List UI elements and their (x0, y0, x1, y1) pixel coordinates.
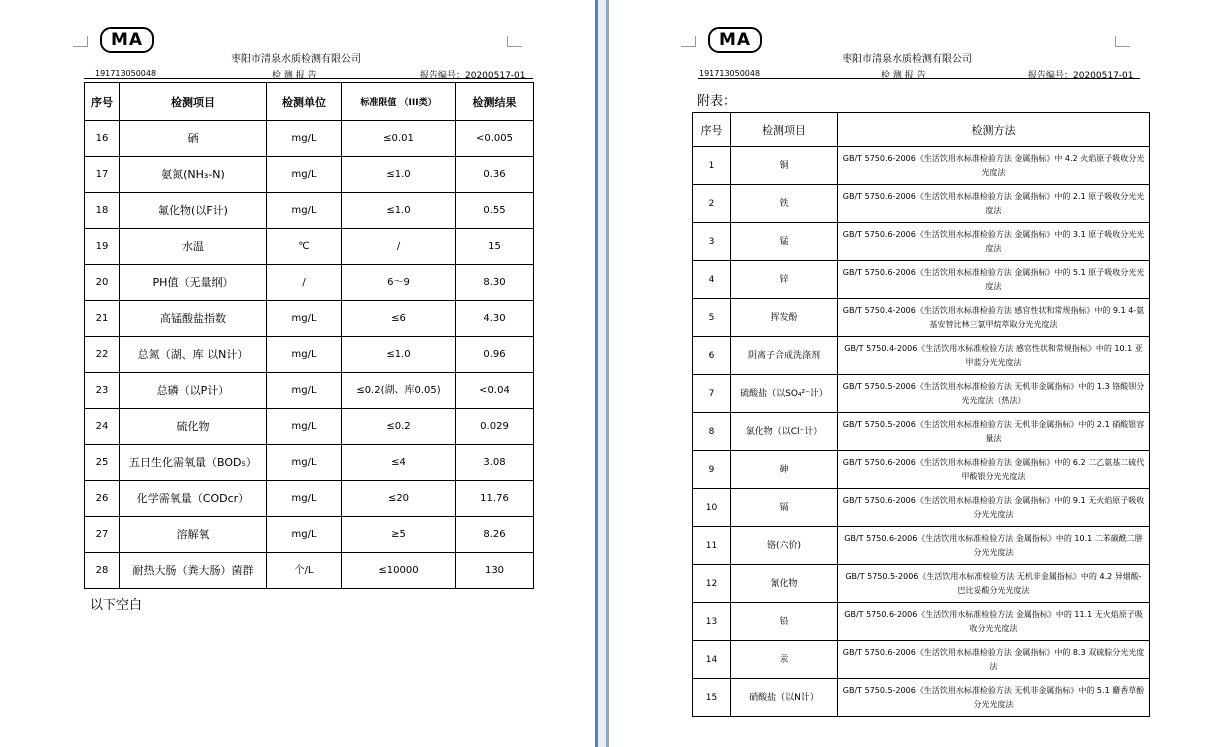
row-no: 16 (85, 121, 120, 157)
table-row (85, 337, 534, 373)
row-item: 五日生化需氧量（BOD₅） (120, 445, 267, 481)
table-row (85, 517, 534, 553)
row-limit: ≤4 (342, 445, 456, 481)
table-header-row (85, 83, 534, 121)
row-limit: ≤1.0 (342, 193, 456, 229)
row-unit: mg/L (267, 481, 342, 517)
row-no: 27 (85, 517, 120, 553)
row-limit: / (342, 229, 456, 265)
table-row (693, 147, 1150, 185)
row-no: 9 (693, 451, 731, 489)
row-no: 11 (693, 527, 731, 565)
table-header-row (693, 113, 1150, 147)
row-method: GB/T 5750.6-2006《生活饮用水标准检验方法 金属指标》中的 2.1 原子吸收分光光度法 (838, 185, 1150, 223)
table-row (85, 445, 534, 481)
row-no: 19 (85, 229, 120, 265)
col-header-limit: 标准限值 （III类） (342, 83, 456, 121)
row-unit: mg/L (267, 121, 342, 157)
table-row (693, 603, 1150, 641)
table-row (693, 299, 1150, 337)
col-header-unit: 检测单位 (267, 83, 342, 121)
blank-note: 以下空白 (90, 598, 143, 613)
row-limit: ≤0.01 (342, 121, 456, 157)
row-item: 砷 (731, 451, 838, 489)
table-row (85, 229, 534, 265)
row-unit: mg/L (267, 193, 342, 229)
report-number: 报告编号：20200517-01 (1028, 71, 1134, 81)
row-limit: ≤1.0 (342, 157, 456, 193)
report-title: 检 测 报 告 (881, 71, 926, 81)
row-result: <0.04 (456, 373, 534, 409)
col-header-item: 检测项目 (120, 83, 267, 121)
row-result: 8.30 (456, 265, 534, 301)
table-row (693, 451, 1150, 489)
row-method: GB/T 5750.6-2006《生活饮用水标准检验方法 金属指标》中的 6.2 二乙氨基二硫代甲酸银分光光度法 (838, 451, 1150, 489)
row-limit: ≤10000 (342, 553, 456, 589)
col-header-result: 检测结果 (456, 83, 534, 121)
methods-table (692, 112, 1150, 717)
row-no: 20 (85, 265, 120, 301)
row-limit: ≤20 (342, 481, 456, 517)
row-no: 6 (693, 337, 731, 375)
row-item: 铅 (731, 603, 838, 641)
row-item: 锰 (731, 223, 838, 261)
row-no: 7 (693, 375, 731, 413)
row-item: 氟化物(以F计) (120, 193, 267, 229)
table-row (693, 641, 1150, 679)
table-row (85, 373, 534, 409)
crop-mark (1115, 36, 1130, 47)
row-limit: ≥5 (342, 517, 456, 553)
row-item: 溶解氧 (120, 517, 267, 553)
table-row (693, 185, 1150, 223)
row-item: 硫酸盐（以SO₄²⁻计） (731, 375, 838, 413)
row-method: GB/T 5750.5-2006《生活饮用水标准检验方法 无机非金属指标》中的 5.1 麝香草酚分光光度法 (838, 679, 1150, 717)
row-unit: mg/L (267, 445, 342, 481)
row-method: GB/T 5750.6-2006《生活饮用水标准检验方法 金属指标》中 4.2 火焰原子吸收分光光度法 (838, 147, 1150, 185)
row-item: 阴离子合成洗涤剂 (731, 337, 838, 375)
row-method: GB/T 5750.6-2006《生活饮用水标准检验方法 金属指标》中的 9.1 无火焰原子吸收分光光度法 (838, 489, 1150, 527)
row-item: 挥发酚 (731, 299, 838, 337)
row-no: 5 (693, 299, 731, 337)
row-limit: ≤6 (342, 301, 456, 337)
row-result: 4.30 (456, 301, 534, 337)
row-unit: mg/L (267, 301, 342, 337)
row-limit: ≤1.0 (342, 337, 456, 373)
row-result: 130 (456, 553, 534, 589)
row-no: 24 (85, 409, 120, 445)
row-unit: mg/L (267, 157, 342, 193)
crop-mark (507, 36, 522, 47)
row-item: 水温 (120, 229, 267, 265)
col-header-no: 序号 (85, 83, 120, 121)
row-no: 22 (85, 337, 120, 373)
row-item: 汞 (731, 641, 838, 679)
row-method: GB/T 5750.4-2006《生活饮用水标准检验方法 感官性状和常规指标》中的 9.1 4-氨基安替比林三氯甲烷萃取分光光度法 (838, 299, 1150, 337)
page-gutter (595, 0, 609, 747)
table-row (693, 489, 1150, 527)
row-unit: mg/L (267, 337, 342, 373)
table-row (693, 679, 1150, 717)
table-row (85, 193, 534, 229)
cma-logo: MA (100, 27, 154, 53)
row-item: 锌 (731, 261, 838, 299)
row-item: 化学需氧量（CODcr） (120, 481, 267, 517)
row-method: GB/T 5750.5-2006《生活饮用水标准检验方法 无机非金属指标》中的 1.3 铬酸钡分光光度法（热法） (838, 375, 1150, 413)
cma-logo: MA (708, 27, 762, 53)
row-item: 耐热大肠（粪大肠）菌群 (120, 553, 267, 589)
row-limit: 6～9 (342, 265, 456, 301)
table-row (693, 375, 1150, 413)
doc-code: 191713050048 (699, 69, 761, 78)
table-row (693, 413, 1150, 451)
row-no: 12 (693, 565, 731, 603)
report-page-left (0, 0, 595, 747)
row-method: GB/T 5750.5-2006《生活饮用水标准检验方法 无机非金属指标》中的 4.2 异烟酸-巴比妥酸分光光度法 (838, 565, 1150, 603)
row-item: 氯化物（以Cl⁻计） (731, 413, 838, 451)
company-name: 枣阳市清泉水质检测有限公司 (231, 54, 361, 65)
row-unit: mg/L (267, 517, 342, 553)
row-no: 13 (693, 603, 731, 641)
crop-mark (73, 36, 88, 47)
table-row (85, 157, 534, 193)
row-item: 铬(六价) (731, 527, 838, 565)
row-item: 铜 (731, 147, 838, 185)
row-item: 氰化物 (731, 565, 838, 603)
row-result: 15 (456, 229, 534, 265)
col-header-no: 序号 (693, 113, 731, 147)
row-method: GB/T 5750.6-2006《生活饮用水标准检验方法 金属指标》中的 3.1 原子吸收分光光度法 (838, 223, 1150, 261)
row-method: GB/T 5750.5-2006《生活饮用水标准检验方法 无机非金属指标》中的 2.1 硝酸银容量法 (838, 413, 1150, 451)
row-no: 15 (693, 679, 731, 717)
row-no: 1 (693, 147, 731, 185)
row-item: 硒 (120, 121, 267, 157)
row-item: PH值（无量纲） (120, 265, 267, 301)
row-item: 总氮（湖、库 以N计） (120, 337, 267, 373)
row-item: 总磷（以P计） (120, 373, 267, 409)
row-no: 2 (693, 185, 731, 223)
company-name: 枣阳市清泉水质检测有限公司 (842, 54, 972, 65)
row-no: 4 (693, 261, 731, 299)
row-unit: mg/L (267, 409, 342, 445)
report-page-right (609, 0, 1208, 747)
row-no: 8 (693, 413, 731, 451)
table-row (85, 553, 534, 589)
row-unit: mg/L (267, 373, 342, 409)
row-no: 23 (85, 373, 120, 409)
row-unit: / (267, 265, 342, 301)
row-item: 铁 (731, 185, 838, 223)
row-no: 17 (85, 157, 120, 193)
row-limit: ≤0.2 (342, 409, 456, 445)
row-item: 硝酸盐（以N计） (731, 679, 838, 717)
row-no: 28 (85, 553, 120, 589)
row-no: 18 (85, 193, 120, 229)
row-method: GB/T 5750.6-2006《生活饮用水标准检验方法 金属指标》中的 11.1 无火焰原子吸收分光光度法 (838, 603, 1150, 641)
row-result: 11.76 (456, 481, 534, 517)
row-item: 硫化物 (120, 409, 267, 445)
row-no: 25 (85, 445, 120, 481)
row-limit: ≤0.2(湖、库0.05) (342, 373, 456, 409)
row-result: 0.36 (456, 157, 534, 193)
table-row (693, 565, 1150, 603)
table-row (85, 121, 534, 157)
col-header-method: 检测方法 (838, 113, 1150, 147)
header-rule (698, 78, 1140, 79)
row-no: 10 (693, 489, 731, 527)
row-method: GB/T 5750.4-2006《生活饮用水标准检验方法 感官性状和常规指标》中的 10.1 亚甲蓝分光光度法 (838, 337, 1150, 375)
row-method: GB/T 5750.6-2006《生活饮用水标准检验方法 金属指标》中的 8.3 双硫腙分光光度法 (838, 641, 1150, 679)
row-no: 21 (85, 301, 120, 337)
appendix-title: 附表： (697, 94, 737, 109)
crop-mark (681, 36, 696, 47)
row-no: 3 (693, 223, 731, 261)
row-item: 镉 (731, 489, 838, 527)
row-result: <0.005 (456, 121, 534, 157)
table-row (85, 481, 534, 517)
row-method: GB/T 5750.6-2006《生活饮用水标准检验方法 金属指标》中的 5.1 原子吸收分光光度法 (838, 261, 1150, 299)
page-edge (595, 0, 598, 747)
table-row (85, 409, 534, 445)
table-row (693, 261, 1150, 299)
doc-code: 191713050048 (95, 69, 157, 78)
table-row (85, 265, 534, 301)
row-item: 高锰酸盐指数 (120, 301, 267, 337)
report-number: 报告编号：20200517-01 (420, 71, 526, 81)
table-row (85, 301, 534, 337)
row-result: 3.08 (456, 445, 534, 481)
header-rule (84, 78, 533, 79)
row-result: 0.55 (456, 193, 534, 229)
row-no: 14 (693, 641, 731, 679)
row-unit: 个/L (267, 553, 342, 589)
results-table (84, 82, 534, 589)
row-result: 8.26 (456, 517, 534, 553)
table-row (693, 337, 1150, 375)
row-result: 0.96 (456, 337, 534, 373)
table-row (693, 527, 1150, 565)
table-row (693, 223, 1150, 261)
row-item: 氨氮(NH₃-N) (120, 157, 267, 193)
row-method: GB/T 5750.6-2006《生活饮用水标准检验方法 金属指标》中的 10.1 二苯碳酰二肼分光光度法 (838, 527, 1150, 565)
row-result: 0.029 (456, 409, 534, 445)
row-unit: ℃ (267, 229, 342, 265)
col-header-item: 检测项目 (731, 113, 838, 147)
row-no: 26 (85, 481, 120, 517)
report-title: 检 测 报 告 (272, 71, 317, 81)
